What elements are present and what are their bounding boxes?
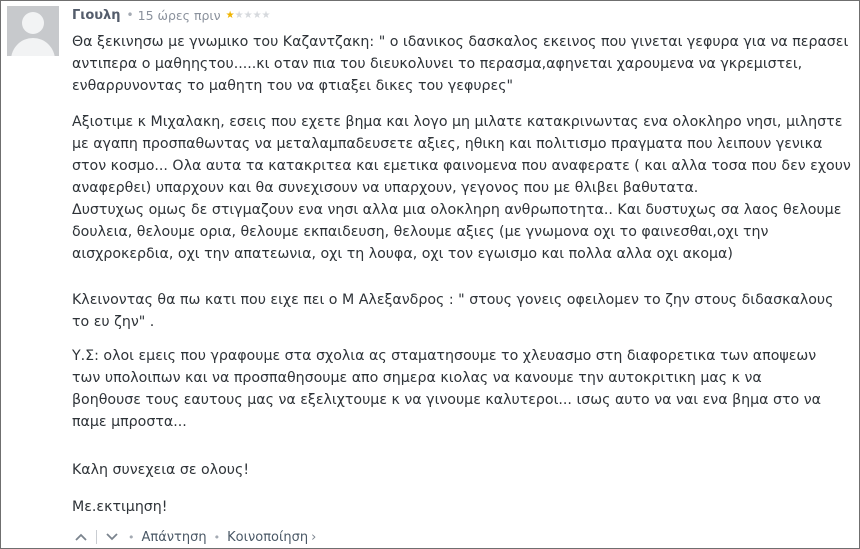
star-empty-icon: ★	[243, 9, 253, 21]
chevron-right-icon: ›	[311, 529, 317, 545]
star-empty-icon: ★	[252, 9, 262, 21]
meta-separator: •	[126, 8, 134, 22]
chevron-up-icon	[75, 533, 87, 541]
star-empty-icon: ★	[261, 9, 271, 21]
share-label: Κοινοποίηση	[227, 529, 309, 545]
action-separator: •	[128, 530, 135, 544]
chevron-down-icon	[106, 533, 118, 541]
upvote-button[interactable]	[72, 529, 90, 545]
timestamp[interactable]: 15 ώρες πριν	[137, 7, 221, 23]
comment-actions	[72, 527, 316, 547]
comment-paragraph: Με.εκτιμηση!	[72, 499, 168, 515]
comment-paragraph: Υ.Σ: ολοι εμεις που γραφουμε στα σχολια ας σταματησουμε το χλευασμο στη διαφορετικα των αποψεων των υπολοιπων και να προσπαθησουμε απο σημερα κιολας να κανουμε την αυτοκριτικη μας κ να βοηθουσε τους εαυτους μας να εξελιχτουμε κ να γινουμε καλυτεροι... ισως αυτο να ναι ενα βημα στο να παμε μπροστα...	[72, 348, 822, 430]
star-rating	[226, 10, 271, 21]
downvote-button[interactable]	[103, 529, 121, 545]
comment-paragraph: Καλη συνεχεια σε ολους!	[72, 462, 250, 478]
star-empty-icon: ★	[234, 9, 244, 21]
comment-paragraph: Αξιοτιμε κ Μιχαλακη, εσεις που εχετε βημα και λογο μη μιλατε κατακρινωντας ενα ολοκληρο νησι, μιληστε με αγαπη προσπαθωντας να μεταλαμπαδευσετε αξιες, ηθικη και πολιτισμο πραγματα που λειπουν γενικα στον κοσμο... Ολα αυτα τα κατακριτεα και εμετικα φαινομενα που αναφερατε ( και αλλα τοσα που δεν εχουν αναφερθει) υπαρχουν και θα συνεχισουν να υπαρχουν, γεγονος που με θλιβει βαθυτατα. Δυστυχως ομως δε στιγμαζουν ενα νησι αλλα μια ολοκληρη ανθρωποτητα.. Και δυστυχως σα λαος θελουμε δουλεια, θελουμε ορια, θελουμε εκπαιδευση, θελουμε αξιες (με γνωμονα οχι το φαινεσθαι,οχι την αισχροκερδια, οχι την απατεωνια, οχι τη λουφα, οχι τον εγωισμο και πολλα αλλα οχι ακομα)	[72, 114, 851, 262]
avatar-body	[11, 38, 55, 56]
author-name[interactable]: Γιουλη	[72, 7, 121, 23]
star-filled-icon: ★	[225, 9, 235, 21]
comment-paragraph: Κλεινοντας θα πω κατι που ειχε πει ο Μ Αλεξανδρος : " στους γονεις οφειλομεν το ζην στους διδασκαλους το ευ ζην" .	[72, 292, 834, 330]
comment-paragraph: Θα ξεκινησω με γνωμικο του Καζαντζακη: " ο ιδανικος δασκαλος εκεινος που γινεται γεφυρα για να περασει αντιπερα ο μαθηηςτου.....κι οταν πια του διευκολυνει το περασμα,αφηνεται χαρουμενα να γκρεμιστει, ενθαρρυνοντας το μαθητη του να φτιαξει δικες του γεφυρες"	[72, 34, 849, 94]
action-separator: •	[213, 530, 221, 544]
avatar-head	[22, 12, 44, 34]
reply-button[interactable]: Απάντηση	[141, 529, 207, 545]
comment-meta	[72, 6, 271, 24]
avatar[interactable]	[7, 6, 59, 56]
vote-divider	[96, 530, 97, 544]
share-button[interactable]	[227, 530, 316, 545]
